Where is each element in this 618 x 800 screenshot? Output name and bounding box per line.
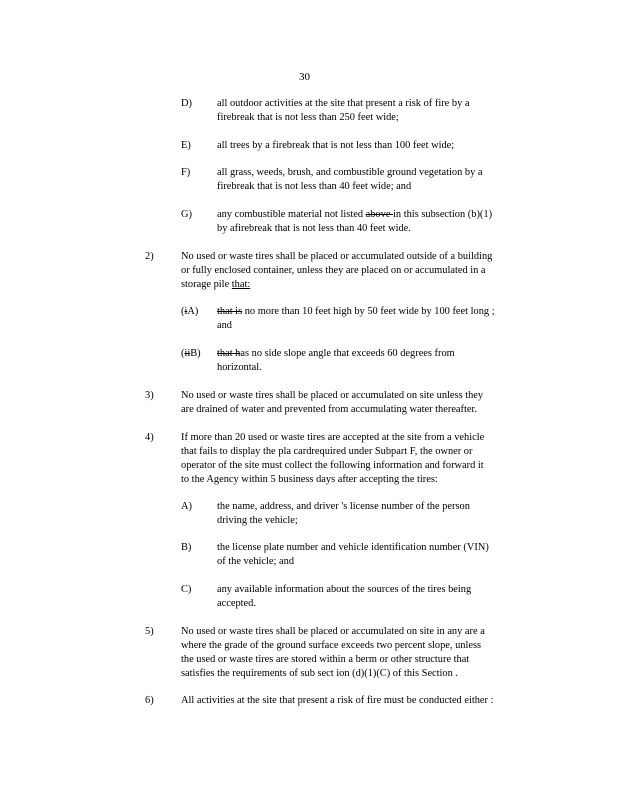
page-number: 30 (299, 71, 310, 83)
section-6 (145, 694, 494, 708)
item-marker: B) (181, 542, 192, 553)
underlined-text: that: (231, 279, 251, 290)
section-text-line (181, 278, 492, 292)
struck-text: ii (184, 348, 191, 359)
item-marker: E) (181, 140, 191, 151)
item-text-line: firebreak that is not less than 250 feet wide; (217, 112, 399, 123)
section-marker: 2) (145, 251, 154, 262)
item-marker (181, 305, 221, 319)
section-text-line: or fully enclosed container, unless they are placed on or accumulated in a (181, 265, 486, 276)
item-text-line: of the vehicle; and (217, 556, 295, 567)
item-text-line: firebreak that is not less than 40 feet wide; and (217, 181, 412, 192)
section-text-line: If more than 20 used or waste tires are accepted at the site from a vehicle (181, 432, 485, 443)
item-text-line: by afirebreak that is not less than 40 feet wide. (217, 223, 411, 234)
marker-run: ( (181, 348, 185, 359)
section-text-line: the used or waste tires are stored within a berm or other structure that (181, 654, 470, 665)
marker-run: A) (187, 306, 199, 317)
section-4 (145, 431, 484, 487)
item-4c (181, 583, 471, 611)
section-5 (145, 625, 485, 681)
item-marker: G) (181, 209, 192, 220)
item-e (181, 139, 454, 153)
item-marker: A) (181, 501, 192, 512)
section-text-line: operator of the site must collect the following information and forward it (181, 460, 484, 471)
item-g (181, 208, 492, 236)
text-run: as no side slope angle that exceeds 60 degrees from (240, 348, 455, 359)
text-run: no more than 10 feet high by 50 feet wide by 100 feet long ; (242, 306, 495, 317)
section-text-line: satisfies the requirements of sub sect ion (d)(1)(C) of this Section . (181, 668, 459, 679)
section-text-line: are drained of water and prevented from accumulating water thereafter. (181, 404, 477, 415)
item-marker: F) (181, 167, 191, 178)
item-text-line: and (217, 320, 233, 331)
item-iib (181, 347, 455, 375)
struck-text: that is (217, 306, 243, 317)
item-text-line: accepted. (217, 598, 256, 609)
text-run: storage pile (181, 279, 232, 290)
section-text-line: to the Agency within 5 business days after accepting the tires: (181, 474, 438, 485)
item-text-line (217, 347, 455, 361)
item-text-line: any available information about the sources of the tires being (217, 584, 472, 595)
item-4a (181, 500, 470, 528)
item-marker: D) (181, 98, 192, 109)
item-text-line: all grass, weeds, brush, and combustible ground vegetation by a (217, 167, 483, 178)
section-text-line: where the grade of the ground surface exceeds two percent slope, unless (181, 640, 482, 651)
struck-text: above (365, 209, 394, 220)
section-3 (145, 389, 483, 417)
item-text-line: driving the vehicle; (217, 515, 298, 526)
item-marker: C) (181, 584, 192, 595)
section-marker: 6) (145, 695, 154, 706)
item-4b (181, 541, 489, 569)
item-text-line: the name, address, and driver 's license number of the person (217, 501, 470, 512)
marker-run: ( (181, 306, 185, 317)
struck-text: that h (217, 348, 241, 359)
item-ia (181, 305, 495, 333)
text-run: in this subsection (b)(1) (393, 209, 493, 220)
text-run: All activities at the site that present a risk of fire must be conducted either : (181, 695, 494, 706)
text-run: any combustible material not listed (217, 209, 366, 220)
section-marker: 5) (145, 626, 154, 637)
section-marker: 4) (145, 432, 154, 443)
item-text-line: all outdoor activities at the site that present a risk of fire by a (217, 98, 470, 109)
item-text-line (217, 208, 492, 222)
item-text-line: the license plate number and vehicle identification number (VIN) (217, 542, 489, 553)
struck-text: i (184, 306, 188, 317)
section-text-line (181, 694, 494, 708)
item-text-line: all trees by a firebreak that is not less than 100 feet wide; (217, 140, 455, 151)
item-d (181, 97, 469, 125)
section-marker: 3) (145, 390, 154, 401)
section-text-line: No used or waste tires shall be placed or accumulated outside of a building (181, 251, 493, 262)
item-text-line: horizontal. (217, 362, 262, 373)
marker-run: B) (190, 348, 201, 359)
section-text-line: No used or waste tires shall be placed or accumulated on site unless they (181, 390, 484, 401)
item-marker (181, 347, 221, 361)
section-2 (145, 250, 492, 292)
section-text-line: No used or waste tires shall be placed or accumulated on site in any are a (181, 626, 485, 637)
item-f (181, 166, 482, 194)
item-text-line (217, 305, 495, 319)
section-text-line: that fails to display the pla cardrequired under Subpart F, the owner or (181, 446, 473, 457)
